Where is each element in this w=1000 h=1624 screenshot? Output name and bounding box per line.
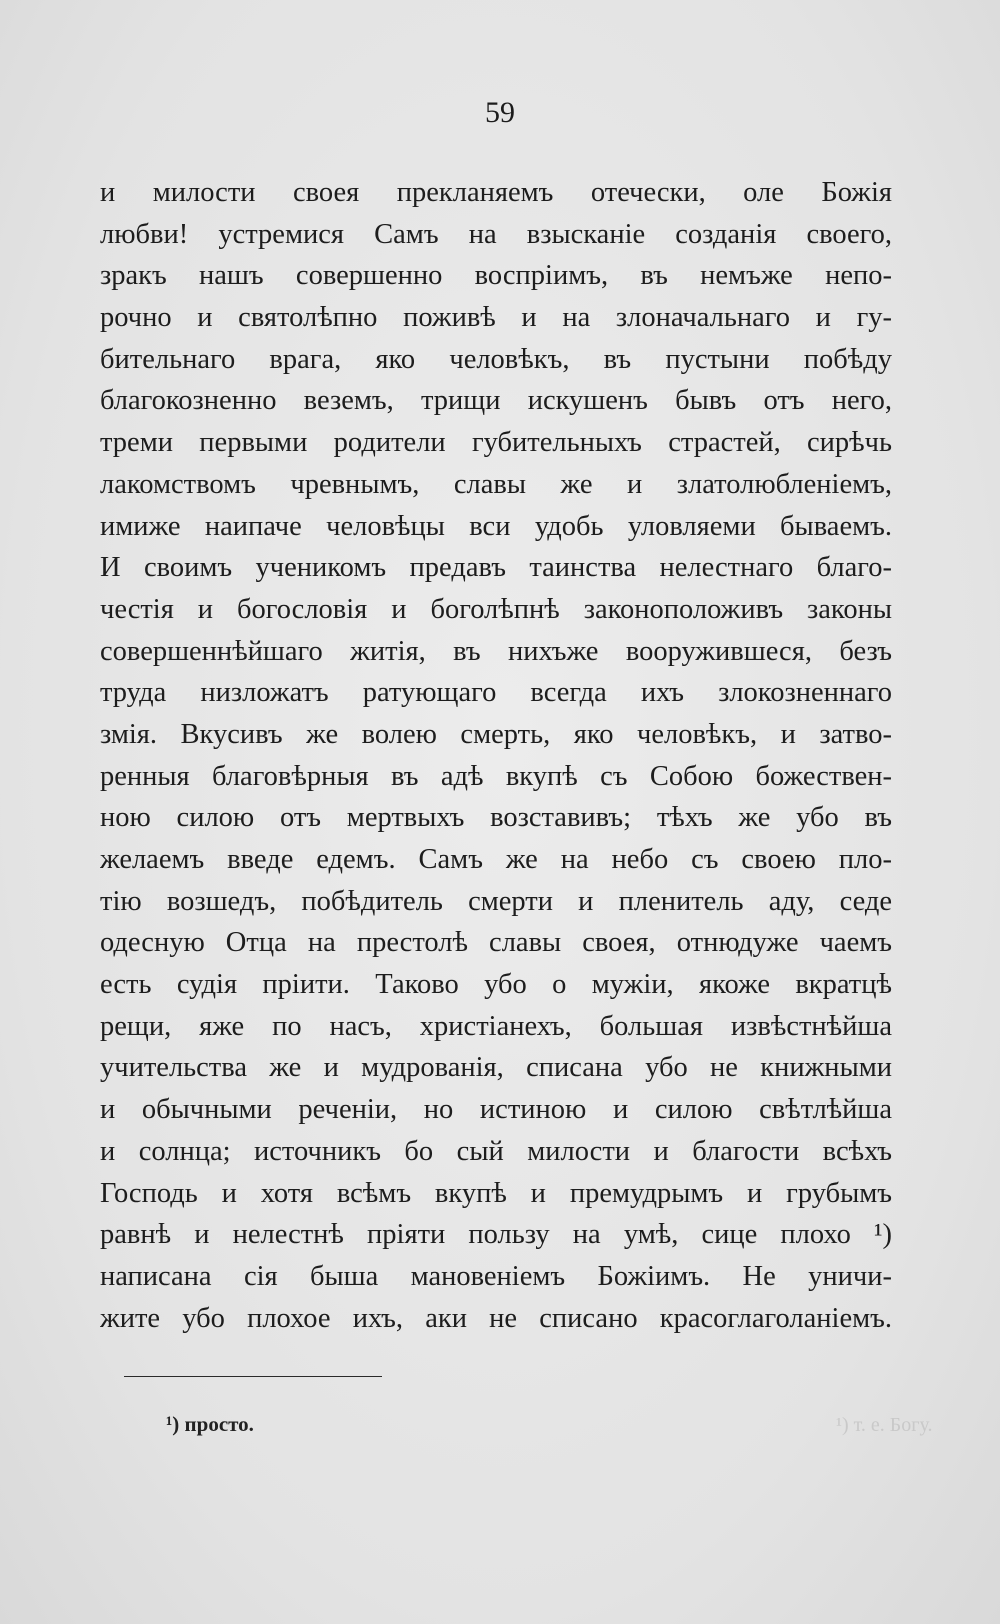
text-line: тію возшедъ, побѣдитель смерти и пленитель аду, седе [100,885,892,917]
text-line: честія и богословія и боголѣпнѣ законоположивъ законы [100,593,892,625]
text-line: жите убо плохое ихъ, аки не списано красоглаголаніемъ. [100,1302,892,1334]
text-line: труда низложатъ ратующаго всегда ихъ злокозненнаго [100,677,892,709]
footnote-separator [124,1376,382,1377]
text-line: зракъ нашъ совершенно воспріимъ, въ немъже непо- [100,260,892,292]
text-line: желаемъ введе едемъ. Самъ же на небо съ своею пло- [100,844,892,875]
text-line: рещи, яже по насъ, христіанехъ, большая извѣстнѣйша [100,1010,892,1042]
text-line: и милости своея прекланяемъ отечески, оле Божія [100,177,892,208]
text-line: учительства же и мудрованія, списана убо не книжными [100,1052,892,1084]
text-line: и солнца; источникъ бо сый милости и благости всѣхъ [100,1135,892,1167]
text-line: треми первыми родители губительныхъ страстей, сирѣчь [100,427,892,459]
text-line: лакомствомъ чревнымъ, славы же и златолюбленіемъ, [100,468,892,500]
page-number: 59 [485,96,515,129]
footnote-text: просто. [184,1412,254,1436]
body-text [100,172,892,1339]
text-line: совершеннѣйшаго житія, въ нихъже вооружившеся, безъ [100,635,892,667]
footnote-marker: ¹) [166,1412,180,1436]
text-line: бительнаго врага, яко человѣкъ, въ пустыни побѣду [100,343,892,375]
text-line: благокозненно веземъ, трищи искушенъ бывъ отъ него, [100,385,892,417]
text-line: И своимъ ученикомъ предавъ таинства нелестнаго благо- [100,552,892,584]
text-line: змія. Вкусивъ же волею смерть, яко человѣкъ, и затво- [100,718,892,750]
text-line: Господь и хотя всѣмъ вкупѣ и премудрымъ и грубымъ [100,1177,892,1209]
text-line: любви! устремися Самъ на взысканіе созданія своего, [100,218,892,250]
text-line: рочно и святолѣпно поживѣ и на злоначальнаго и гу- [100,302,892,334]
text-line: и обычными реченіи, но истиною и силою свѣтлѣйша [100,1094,892,1126]
text-line: имиже наипаче человѣцы вси удобь уловляеми бываемъ. [100,510,892,542]
text-line: ренныя благовѣрныя въ адѣ вкупѣ съ Собою божествен- [100,760,892,792]
footnote [166,1412,254,1437]
text-line: одесную Отца на престолѣ славы своея, отнюдуже чаемъ [100,927,892,959]
text-line: написана сія быша мановеніемъ Божіимъ. Не уничи- [100,1260,892,1292]
text-line: ною силою отъ мертвыхъ возставивъ; тѣхъ же убо въ [100,802,892,834]
text-line: есть судія пріити. Таково убо о мужіи, якоже вкратцѣ [100,969,892,1001]
bleed-through-text: ¹) т. е. Богу. [836,1414,933,1436]
text-line: равнѣ и нелестнѣ пріяти пользу на умѣ, сице плохо ¹) [100,1219,892,1251]
